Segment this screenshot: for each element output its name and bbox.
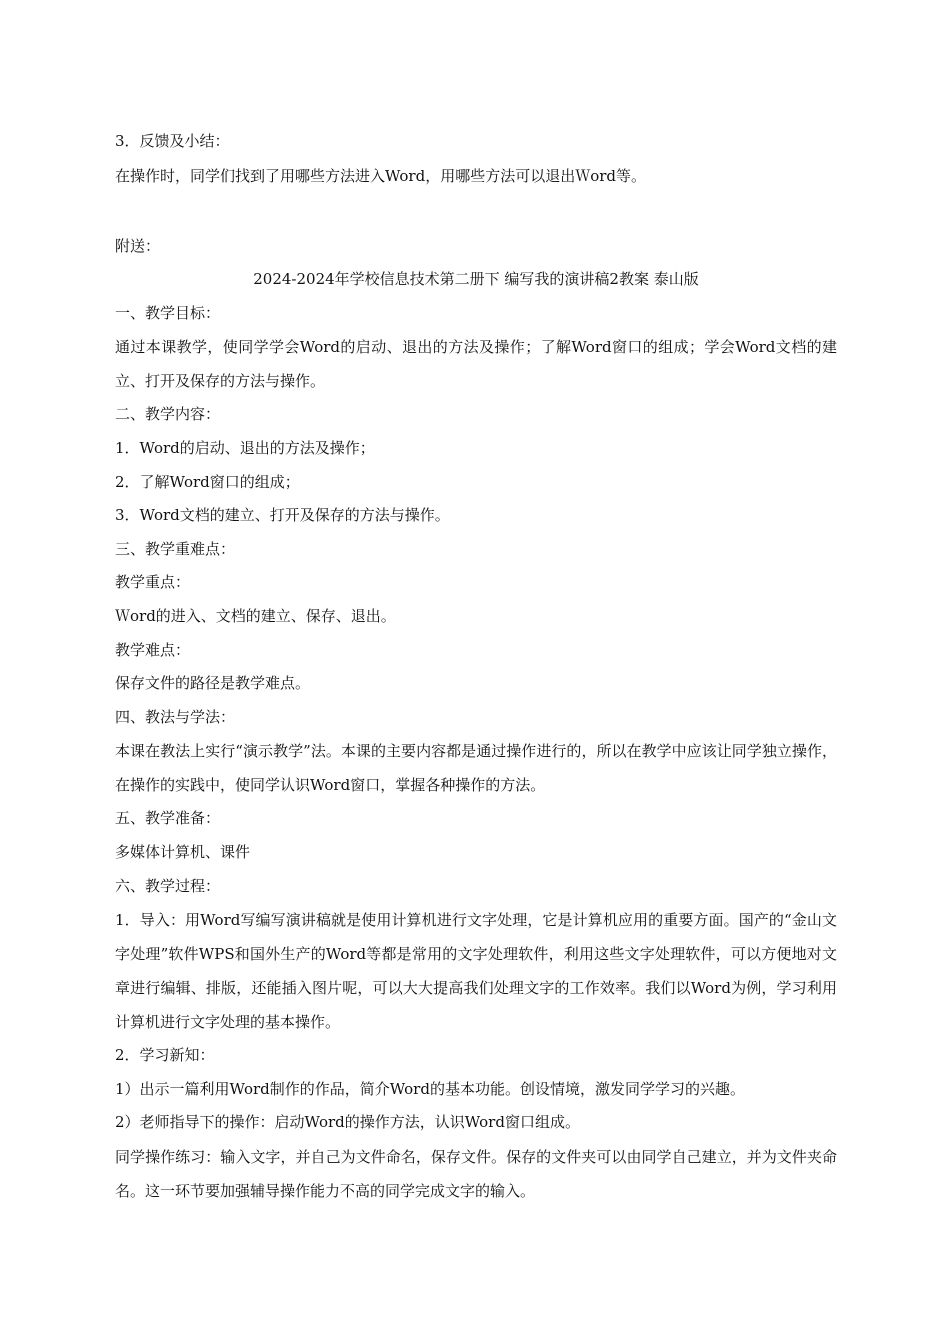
section-2-item: 2．了解Word窗口的组成； (115, 472, 300, 491)
section-1-text: 通过本课教学，使同学学会Word的启动、退出的方法及操作；了解Word窗口的组成；学会Word文档的建立、打开及保存的方法与操作。 (115, 338, 837, 391)
section-5-heading: 五、教学准备： (115, 809, 221, 828)
section-6-step: 2）老师指导下的操作：启动Word的操作方法，认识Word窗口组成。 (115, 1113, 580, 1132)
section-4-text: 本课在教法上实行“演示教学”法。本课的主要内容都是通过操作进行的，所以在教学中应该让同学独立操作，在操作的实践中，使同学认识Word窗口，掌握各种操作的方法。 (115, 742, 837, 795)
key-point-label: 教学重点： (115, 573, 191, 592)
section-5-text: 多媒体计算机、课件 (115, 842, 251, 861)
section-2-item: 1．Word的启动、退出的方法及操作； (115, 438, 375, 457)
feedback-heading: 3．反馈及小结： (115, 132, 230, 150)
section-6-intro: 1．导入：用Word写编写演讲稿就是使用计算机进行文字处理，它是计算机应用的重要方面。国产的“金山文字处理”软件WPS和国外生产的Word等都是常用的文字处理软件，利用这些文字处理软件，可以方便地对文章进行编辑、排版，还能插入图片呢，可以大大提高我们处理文字的工作效率。我们以Word为例，学习利用计算机进行文字处理的基本操作。 (115, 911, 837, 1032)
spacer (115, 193, 837, 230)
difficulty-text: 保存文件的路径是教学难点。 (115, 674, 311, 693)
difficulty-label: 教学难点： (115, 640, 191, 659)
document-body (115, 125, 837, 1208)
section-3-heading: 三、教学重难点： (115, 539, 236, 558)
feedback-text: 在操作时，同学们找到了用哪些方法进入Word，用哪些方法可以退出Ｗord等。 (115, 166, 647, 185)
section-4-heading: 四、教法与学法： (115, 707, 236, 726)
section-6-step: 1）出示一篇利用Word制作的作品，简介Word的基本功能。创设情境，激发同学学习的兴趣。 (115, 1079, 745, 1098)
section-2-heading: 二、教学内容： (115, 405, 221, 424)
document-title: 2024-2024年学校信息技术第二册下 编写我的演讲稿2教案 泰山版 (253, 270, 699, 289)
section-6-new-knowledge: 2．学习新知： (115, 1046, 215, 1065)
section-1-heading: 一、教学目标： (115, 303, 221, 322)
section-2-item: 3．Word文档的建立、打开及保存的方法与操作。 (115, 506, 450, 525)
key-point-text: Ｗord的进入、文档的建立、保存、退出。 (115, 606, 396, 625)
appendix-label: 附送： (115, 236, 161, 255)
section-6-heading: 六、教学过程： (115, 876, 221, 895)
section-6-practice: 同学操作练习：输入文字，并自己为文件命名，保存文件。保存的文件夹可以由同学自己建立，并为文件夹命名。这一环节要加强辅导操作能力不高的同学完成文字的输入。 (115, 1147, 837, 1200)
